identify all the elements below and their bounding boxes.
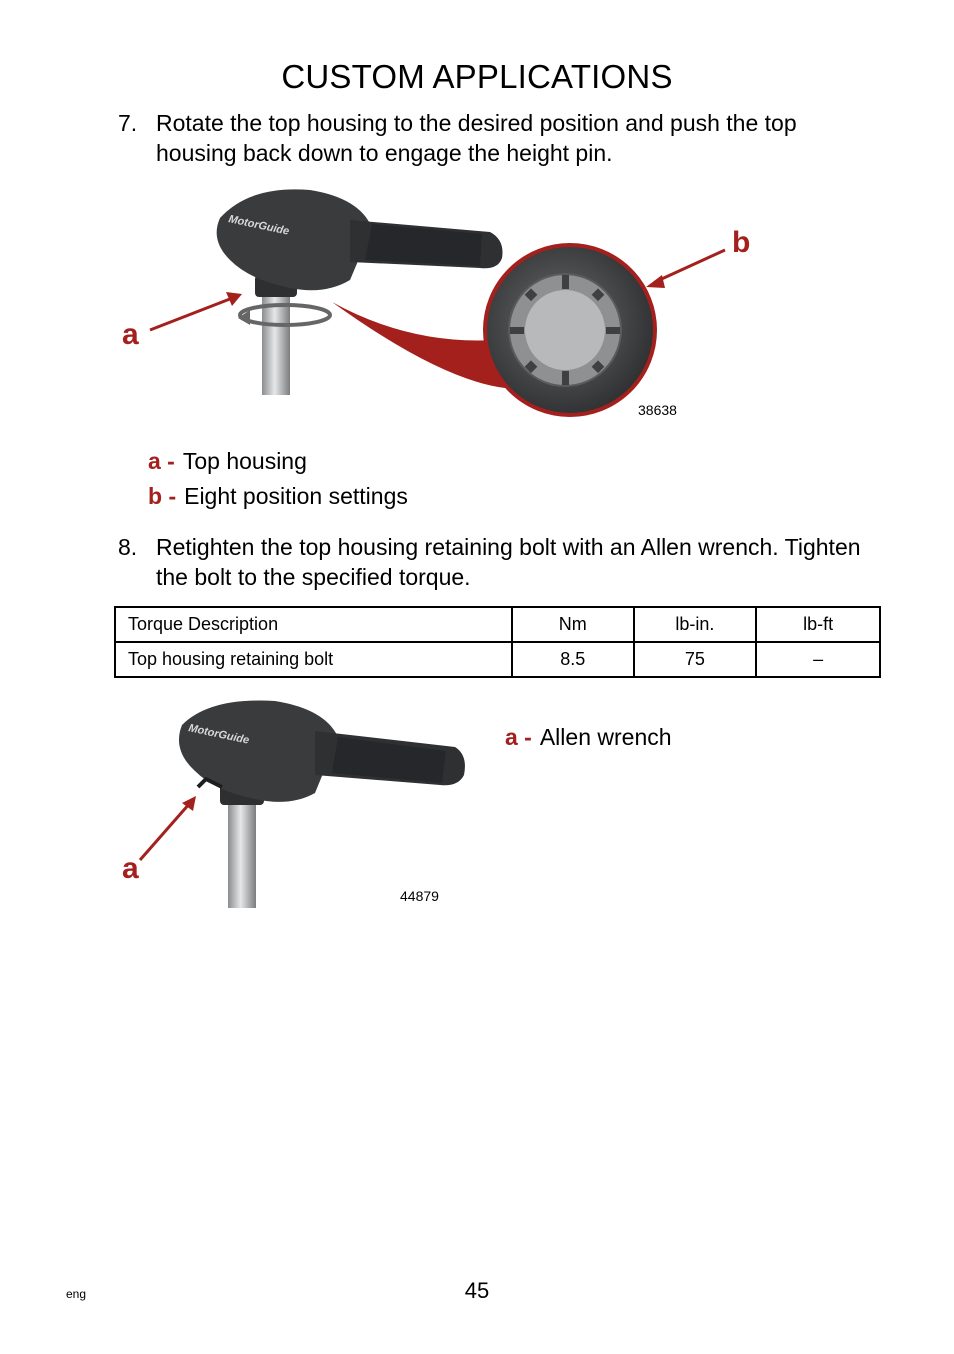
callout-a-figure-1: a: [122, 318, 139, 351]
zoom-wedge: [332, 302, 505, 388]
header-nm: Nm: [512, 607, 634, 642]
shaft: [228, 800, 256, 908]
step-8-number: 8.: [118, 534, 138, 560]
step-8-text: Retighten the top housing retaining bolt with an Allen wrench. Tighten the bolt to the specified torque.: [156, 534, 861, 590]
figure-2-number: 44879: [400, 888, 439, 904]
legend-key-a: a -: [148, 448, 175, 474]
figure-allen-wrench: [110, 695, 490, 910]
legend-label-allen-wrench: Allen wrench: [539, 724, 672, 750]
legend-key-b: b -: [148, 483, 177, 509]
legend-key-a-figure-2: a -: [505, 724, 532, 750]
legend-label-b: Eight position settings: [184, 483, 408, 509]
step-7-number: 7.: [118, 110, 138, 136]
callout-a-arrow: [150, 297, 235, 330]
top-housing: [179, 701, 338, 802]
cell-nm: 8.5: [512, 642, 634, 677]
figure-1-number: 38638: [638, 402, 677, 418]
legend-label-a: Top housing: [182, 448, 307, 474]
figure-top-housing-rotation: [110, 180, 790, 425]
page-title: CUSTOM APPLICATIONS: [281, 58, 673, 95]
callout-a-arrow: [140, 803, 190, 860]
header-lb-in: lb-in.: [634, 607, 757, 642]
callout-b-figure-1: b: [732, 226, 751, 259]
table-header-row: [115, 607, 880, 642]
cell-lb-in: 75: [634, 642, 757, 677]
cell-lb-ft: –: [756, 642, 880, 677]
top-housing: [217, 189, 372, 290]
page-number: 45: [464, 1278, 490, 1303]
cell-description: Top housing retaining bolt: [115, 642, 512, 677]
language-code: eng: [66, 1287, 87, 1301]
header-torque-description: Torque Description: [115, 607, 512, 642]
step-7-text: Rotate the top housing to the desired position and push the top housing back down to engage the height pin.: [156, 110, 797, 166]
callout-a-figure-2: a: [122, 852, 139, 885]
table-row: [115, 642, 880, 677]
brand-logo: MotorGuide: [227, 213, 291, 238]
torque-table: [114, 606, 881, 678]
callout-b-arrow: [655, 250, 725, 282]
legend-item-allen-wrench: [505, 722, 672, 752]
legend-item-b: [148, 481, 408, 511]
header-lb-ft: lb-ft: [756, 607, 880, 642]
brand-logo: MotorGuide: [187, 722, 251, 747]
legend-item-a: [148, 446, 307, 476]
